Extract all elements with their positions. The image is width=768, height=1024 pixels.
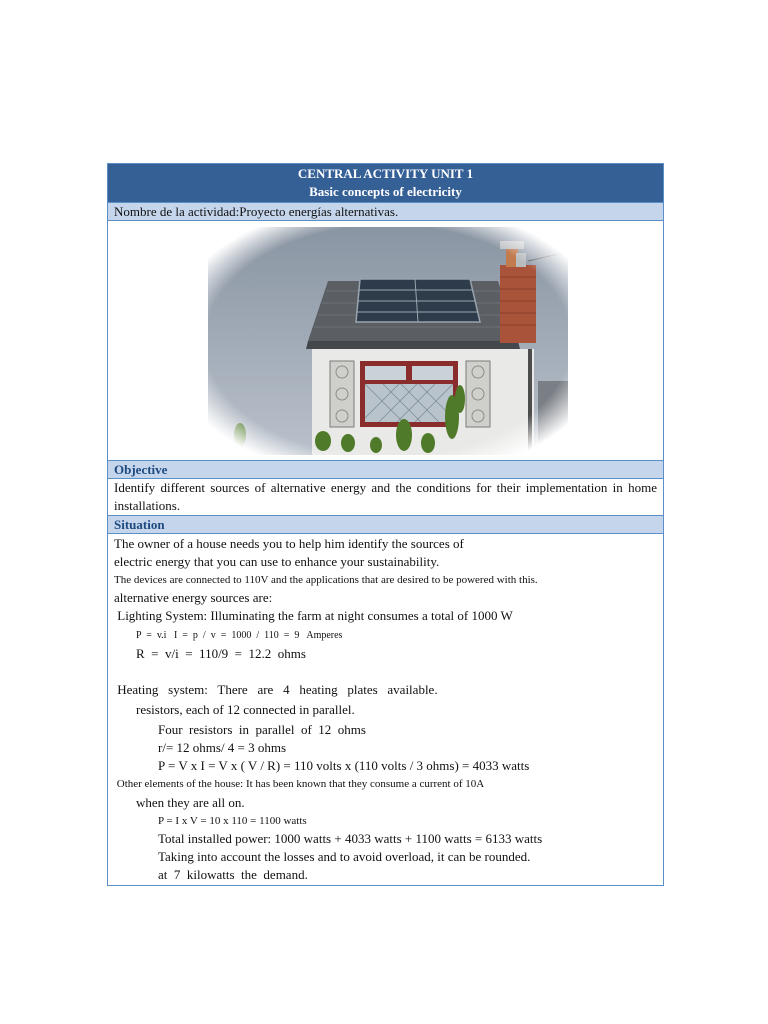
resistors-line [114, 701, 657, 721]
situation-line: when they are all on. [136, 795, 245, 810]
header-title: CENTRAL ACTIVITY UNIT 1 [297, 166, 474, 181]
activity-table [107, 163, 664, 886]
formula-line: P = I x V = 10 x 110 = 1100 watts [158, 815, 307, 827]
bullet-heating [114, 681, 657, 701]
header-subtitle: Basic concepts of electricity [309, 184, 462, 199]
formula-line: Total installed power: 1000 watts + 4033 watts + 1100 watts = 6133 watts [158, 831, 543, 846]
house-solar-panel-photo [108, 221, 665, 460]
situation-text [108, 534, 663, 885]
objective-heading: Objective [108, 461, 663, 479]
situation-line: electric energy that you can use to enhance your sustainability. [114, 554, 440, 569]
formula-line: R = v/i = 110/9 = 12.2 ohms [136, 646, 306, 661]
situation-heading: Situation [108, 516, 663, 534]
table-header [108, 164, 663, 203]
spacer [114, 663, 657, 681]
formula-line: Taking into account the losses and to avoid overload, it can be rounded. [158, 849, 531, 864]
situation-line: The owner of a house needs you to help him identify the sources of [114, 536, 464, 551]
objective-text: Identify different sources of alternative energy and the conditions for their implementation in home installations. [108, 479, 663, 516]
formula-line: Four resistors in parallel of 12 ohms [158, 722, 366, 737]
formula-line: at 7 kilowatts the demand. [158, 867, 308, 882]
heating-text: Heating system: There are 4 heating plates available. [114, 682, 438, 697]
lighting-text: Lighting System: Illuminating the farm at night consumes a total of 1000 W [114, 608, 513, 623]
situation-line: alternative energy sources are: [114, 590, 273, 605]
bullet-other [114, 775, 657, 794]
resistors-text-end: connected in parallel. [239, 702, 355, 717]
other-text: Other elements of the house: It has been known that they consume a current of 10A [114, 778, 485, 790]
house-photo-cell [108, 221, 663, 461]
formula-line: r/= 12 ohms/ 4 = 3 ohms [158, 740, 287, 755]
situation-line: The devices are connected to 110V and the applications that are desired to be powered with this. [114, 574, 538, 586]
resistors-text: resistors, each of 12 [136, 702, 240, 717]
formula-line: P = V x I = V x ( V / R) = 110 volts x (110 volts / 3 ohms) = 4033 watts [158, 758, 530, 773]
activity-name-row: Nombre de la actividad:Proyecto energías alternativas. [108, 203, 663, 221]
bullet-lighting [114, 607, 657, 627]
formula-line: P = v.i I = p / v = 1000 / 110 = 9 Amperes [136, 630, 343, 641]
